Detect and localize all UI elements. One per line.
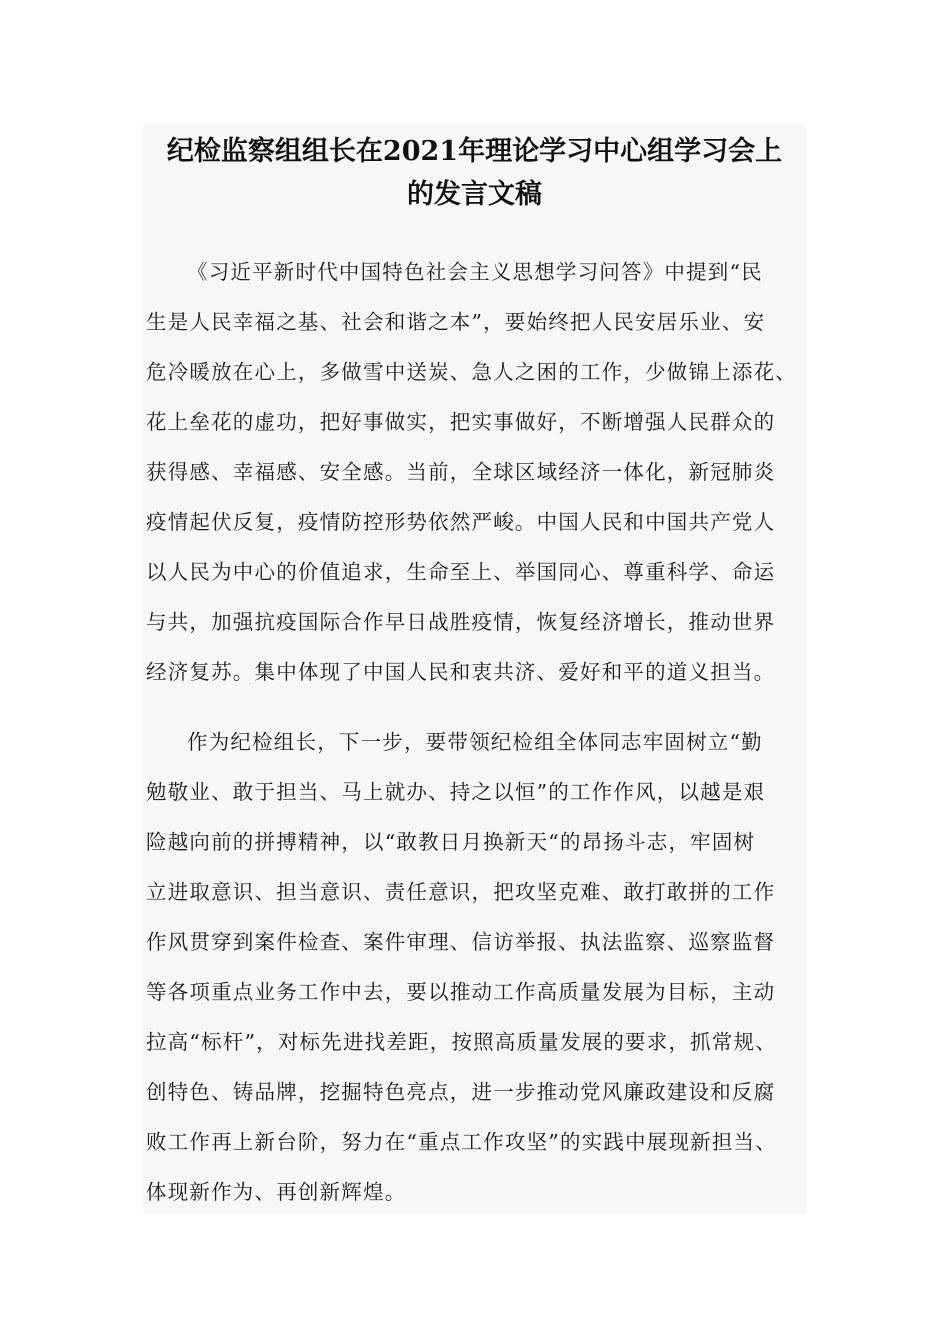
paragraph-line: 以人民为中心的价值追求，生命至上、举国同心、尊重科学、命运 <box>146 560 776 584</box>
title-line: 纪检监察组组长在2021年理论学习中心组学习会上 <box>166 136 783 167</box>
paragraph-line: 获得感、幸福感、安全感。当前，全球区域经济一体化，新冠肺炎 <box>146 460 776 484</box>
paragraph-line: 与共，加强抗疫国际合作早日战胜疫情，恢复经济增长，推动世界 <box>146 610 776 634</box>
paragraph-line: 经济复苏。集中体现了中国人民和衷共济、爱好和平的道义担当。 <box>146 660 776 684</box>
paragraph-line: 立进取意识、担当意识、责任意识，把攻坚克难、敢打敢拼的工作 <box>146 880 776 904</box>
paragraph-line: 勉敬业、敢于担当、马上就办、持之以恒”的工作作风，以越是艰 <box>146 780 766 804</box>
paragraph-line: 作为纪检组长，下一步，要带领纪检组全体同志牢固树立“勤 <box>187 730 763 754</box>
paragraph-line: 生是人民幸福之基、社会和谐之本”，要始终把人民安居乐业、安 <box>146 310 766 334</box>
paragraph-line: 创特色、铸品牌，挖掘特色亮点，进一步推动党风廉政建设和反腐 <box>146 1080 776 1104</box>
title-line: 的发言文稿 <box>407 179 542 210</box>
paragraph-line: 败工作再上新台阶，努力在“重点工作攻坚”的实践中展现新担当、 <box>146 1130 777 1154</box>
paragraph-line: 险越向前的拼搏精神，以“敢教日月换新天“的昂扬斗志，牢固树 <box>146 830 756 854</box>
paragraph-line: 危冷暖放在心上，多做雪中送炭、急人之困的工作，少做锦上添花、 <box>146 360 797 384</box>
paragraph-line: 花上垒花的虚功，把好事做实，把实事做好，不断增强人民群众的 <box>146 410 776 434</box>
paragraph-line: 《习近平新时代中国特色社会主义思想学习问答》中提到“民 <box>187 260 763 284</box>
body-paragraph <box>146 717 826 1217</box>
paragraph-line: 拉高“标杆”，对标先进找差距，按照高质量发展的要求，抓常规、 <box>146 1030 777 1054</box>
document-title <box>143 130 806 216</box>
paragraph-line: 作风贯穿到案件检查、案件审理、信访举报、执法监察、巡察监督 <box>146 930 776 954</box>
paragraph-line: 体现新作为、再创新辉煌。 <box>146 1180 407 1204</box>
paragraph-line: 等各项重点业务工作中去，要以推动工作高质量发展为目标，主动 <box>146 980 776 1004</box>
body-paragraph <box>146 247 826 697</box>
paragraph-line: 疫情起伏反复，疫情防控形势依然严峻。中国人民和中国共产党人 <box>146 510 776 534</box>
